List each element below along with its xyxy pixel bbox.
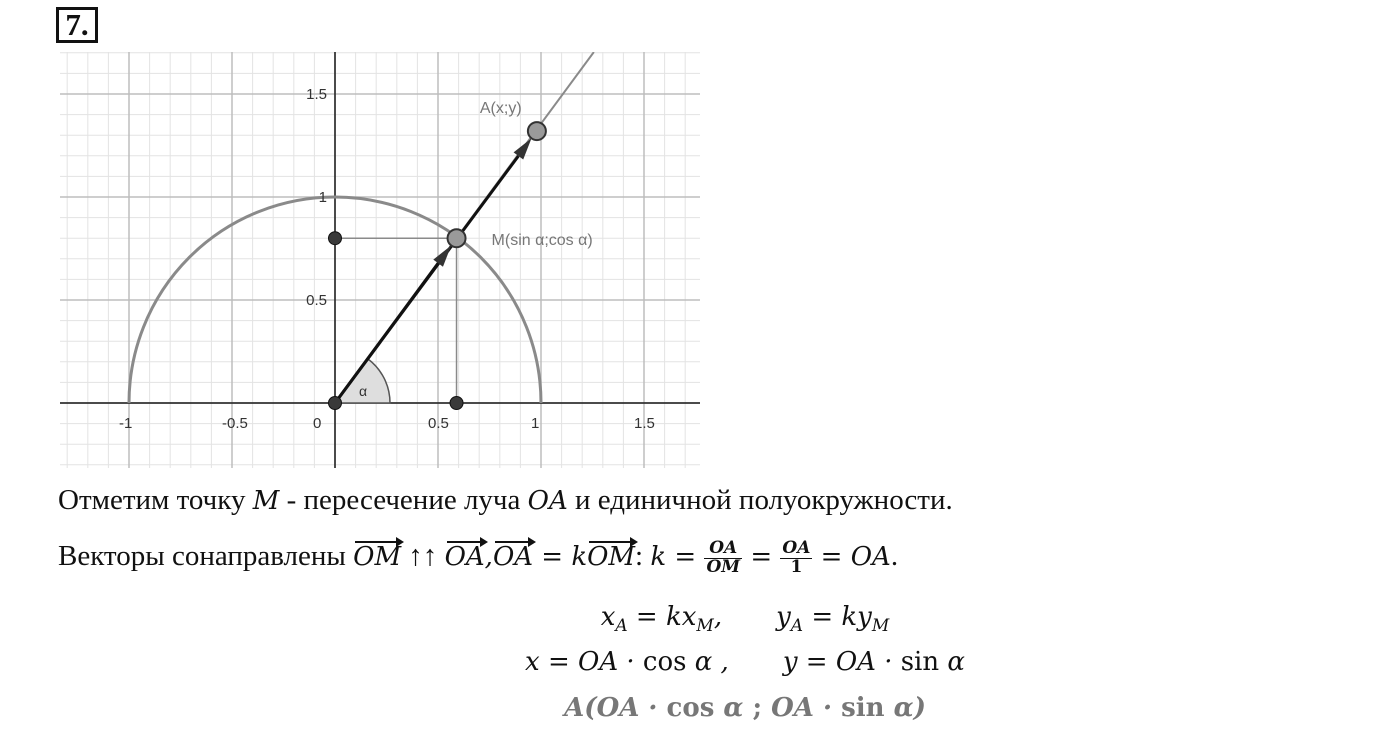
equation-row-1: [0, 602, 1400, 636]
line2-eq-oa: = OA: [812, 542, 891, 572]
result-oa-2: OA ·: [771, 693, 842, 723]
eq-ya-rhs: = ky: [803, 602, 872, 632]
point-m-x-projection: [450, 397, 463, 410]
eq-y-sin: sin: [900, 647, 940, 677]
eq-y-alpha: α: [939, 647, 965, 677]
x-tick-label: -1: [119, 415, 133, 432]
x-tick-label: 1.5: [634, 415, 655, 432]
equation-result-row: [0, 695, 1400, 721]
point-m: [448, 229, 466, 247]
line2-colon: :: [635, 540, 651, 572]
fraction1-numerator: OA: [704, 540, 742, 559]
result-alpha-2: α: [884, 693, 914, 723]
fraction1-denominator: OM: [706, 556, 741, 577]
line2-eq1: =: [742, 542, 781, 572]
eq-ya-symbol: y: [776, 602, 791, 632]
result-sin: sin: [841, 693, 885, 723]
vector-om-arrowhead: [433, 245, 451, 266]
result-cos: cos: [666, 693, 715, 723]
y-tick-label: 1.5: [306, 86, 327, 103]
result-alpha-1: α: [714, 693, 744, 723]
angle-alpha-label: α: [359, 383, 368, 399]
eq-ya-subscript: A: [790, 616, 804, 636]
vector-oa-symbol: OA: [444, 542, 485, 572]
result-a-open: A(: [564, 693, 597, 723]
line2-comma: ,: [484, 542, 493, 572]
vector-oa-symbol-2: OA: [492, 542, 534, 572]
eq-xa-rhs: = kx: [627, 602, 697, 632]
eq-x-comma: ,: [712, 647, 729, 677]
line2-period: .: [890, 540, 899, 572]
eq-y: [783, 649, 965, 675]
eq-y-lhs: y = OA ·: [782, 647, 901, 677]
result-point-a: [564, 695, 926, 721]
line1-point-m: M: [252, 486, 280, 516]
text-line-2: [58, 540, 898, 577]
coordinate-figure: [60, 52, 710, 472]
eq-xa-rhs-subscript: M: [696, 616, 714, 636]
line2-prefix: Векторы сонаправлены: [58, 540, 354, 572]
line1-after: и единичной полуокружности.: [567, 484, 953, 516]
result-separator: ;: [743, 693, 772, 723]
line1-mid: - пересечение луча: [279, 484, 528, 516]
eq-xa-subscript: A: [615, 616, 628, 636]
x-tick-label: 1: [531, 415, 540, 432]
problem-number: 7.: [56, 7, 98, 43]
eq-xa-comma: ,: [713, 602, 723, 632]
line2-eq-k: = k: [533, 542, 588, 572]
text-line-1: [58, 486, 953, 515]
line2-k-eq: k =: [650, 542, 705, 572]
eq-xa-symbol: x: [600, 602, 616, 632]
y-tick-label: 1: [318, 189, 327, 206]
vector-om-symbol: OM: [353, 542, 402, 572]
y-tick-label: 0.5: [306, 292, 327, 309]
x-tick-label: -0.5: [222, 415, 248, 432]
grid-minor: [60, 52, 700, 468]
eq-x-lhs: x = OA ·: [525, 647, 643, 677]
eq-ya-rhs-subscript: M: [871, 616, 890, 636]
result-oa-1: OA ·: [596, 693, 667, 723]
fraction2-numerator: OA: [782, 538, 811, 558]
vector-om-symbol-2: OM: [587, 542, 636, 572]
point-m-y-projection: [329, 232, 342, 245]
eq-ya: [776, 602, 890, 636]
result-close: ): [913, 693, 926, 723]
fraction-oa-over-om: [704, 540, 742, 577]
eq-x-cos: cos: [642, 647, 687, 677]
eq-x-alpha: α: [686, 647, 713, 677]
point-a: [528, 122, 546, 140]
line1-before-m: Отметим точку: [58, 484, 253, 516]
eq-xa: [600, 602, 723, 636]
point-a-label: A(x;y): [479, 100, 522, 118]
x-tick-label: 0: [313, 415, 322, 432]
line1-ray-oa: OA: [527, 486, 568, 516]
fraction-oa-over-1: [780, 540, 812, 577]
codirectional-sign: ↑↑: [401, 540, 445, 572]
point-m-label: M(sin α;cos α): [491, 232, 593, 250]
x-tick-label: 0.5: [428, 415, 449, 432]
fraction2-denominator: 1: [790, 556, 803, 577]
eq-x: [525, 649, 729, 675]
point-origin: [329, 397, 342, 410]
equation-row-2: [0, 649, 1400, 675]
